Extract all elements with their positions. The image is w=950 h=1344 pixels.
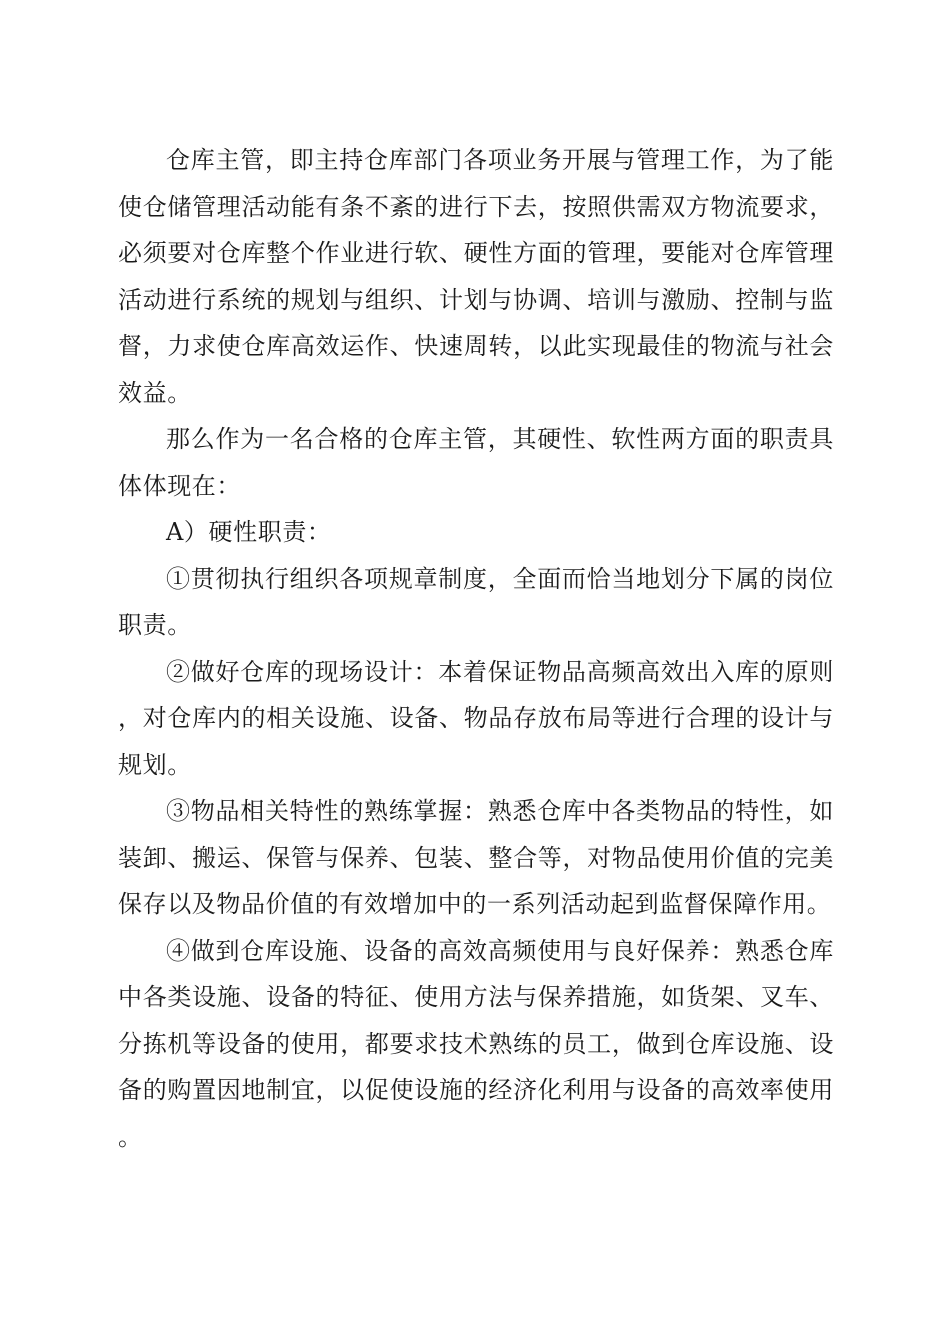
list-item-duty-1: ①贯彻执行组织各项规章制度，全面而恰当地划分下属的岗位职责。	[118, 564, 834, 639]
list-item-duty-3: ③物品相关特性的熟练掌握：熟悉仓库中各类物品的特性，如装卸、搬运、保管与保养、包装、整合等，对物品使用价值的完美保存以及物品价值的有效增加中的一系列活动起到监督保障作用。	[118, 797, 834, 918]
section-heading-hard-duties: A）硬性职责：	[166, 518, 332, 546]
list-item-duty-4: ④做到仓库设施、设备的高效高频使用与良好保养：熟悉仓库中各类设施、设备的特征、使用方法与保养措施，如货架、叉车、分拣机等设备的使用，都要求技术熟练的员工，做到仓库设施、设备的购置因地制宜，以促使设施的经济化利用与设备的高效率使用。	[118, 936, 834, 1151]
paragraph-intro: 仓库主管，即主持仓库部门各项业务开展与管理工作，为了能使仓储管理活动能有条不紊的进行下去，按照供需双方物流要求，必须要对仓库整个作业进行软、硬性方面的管理，要能对仓库管理活动进行系统的规划与组织、计划与协调、培训与激励、控制与监督，力求使仓库高效运作、快速周转，以此实现最佳的物流与社会效益。	[118, 146, 834, 407]
list-item-duty-2: ②做好仓库的现场设计：本着保证物品高频高效出入库的原则，对仓库内的相关设施、设备、物品存放布局等进行合理的设计与规划。	[118, 657, 834, 779]
document-body	[118, 137, 834, 1160]
paragraph-responsibilities-lead: 那么作为一名合格的仓库主管，其硬性、软性两方面的职责具体体现在：	[118, 425, 834, 500]
